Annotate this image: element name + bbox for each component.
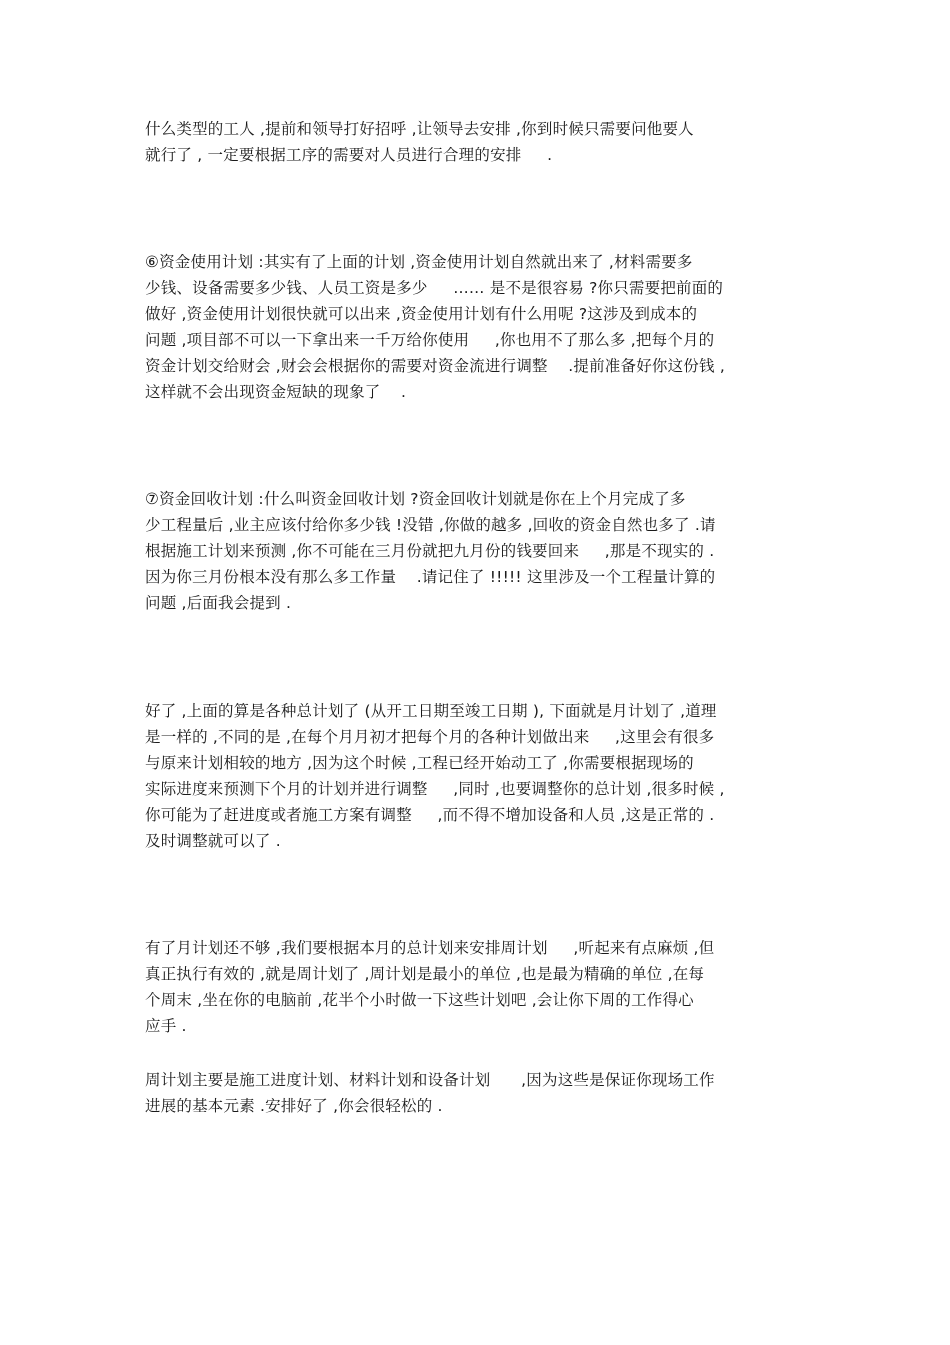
text-line: 根据施工计划来预测 ,你不可能在三月份就把九月份的钱要回来 ,那是不现实的 . — [145, 542, 715, 560]
text-line: 做好 ,资金使用计划很快就可以出来 ,资金使用计划有什么用呢 ?这涉及到成本的 — [145, 305, 698, 323]
paragraph-weekly-plan-contents — [145, 1067, 825, 1119]
text-line: ⑦资金回收计划 :什么叫资金回收计划 ?资金回收计划就是你在上个月完成了多 — [145, 490, 686, 508]
text-line: ⑥资金使用计划 :其实有了上面的计划 ,资金使用计划自然就出来了 ,材料需要多 — [145, 253, 693, 271]
text-line: 有了月计划还不够 ,我们要根据本月的总计划来安排周计划 ,听起来有点麻烦 ,但 — [145, 939, 715, 957]
text-line: 与原来计划相较的地方 ,因为这个时候 ,工程已经开始动工了 ,你需要根据现场的 — [145, 754, 694, 772]
paragraph-fund-recovery-plan — [145, 486, 825, 616]
text-line: 这样就不会出现资金短缺的现象了 . — [145, 383, 407, 401]
paragraph-fund-usage-plan — [145, 249, 825, 405]
paragraph-workers — [145, 116, 825, 168]
paragraph-weekly-plan — [145, 935, 825, 1039]
text-line: 资金计划交给财会 ,财会会根据你的需要对资金流进行调整 .提前准备好你这份钱 , — [145, 357, 725, 375]
text-line: 实际进度来预测下个月的计划并进行调整 ,同时 ,也要调整你的总计划 ,很多时候 , — [145, 780, 725, 798]
text-line: 你可能为了赶进度或者施工方案有调整 ,而不得不增加设备和人员 ,这是正常的 . — [145, 806, 715, 824]
text-line: 个周末 ,坐在你的电脑前 ,花半个小时做一下这些计划吧 ,会让你下周的工作得心 — [145, 991, 694, 1009]
text-line: 周计划主要是施工进度计划、材料计划和设备计划 ,因为这些是保证你现场工作 — [145, 1071, 715, 1089]
text-line: 应手 . — [145, 1017, 187, 1035]
text-line: 进展的基本元素 .安排好了 ,你会很轻松的 . — [145, 1097, 443, 1115]
text-line: 问题 ,后面我会提到 . — [145, 594, 292, 612]
text-line: 少工程量后 ,业主应该付给你多少钱 !没错 ,你做的越多 ,回收的资金自然也多了 .请 — [145, 516, 716, 534]
text-line: 问题 ,项目部不可以一下拿出来一千万给你使用 ,你也用不了那么多 ,把每个月的 — [145, 331, 715, 349]
text-line: 因为你三月份根本没有那么多工作量 .请记住了 !!!!! 这里涉及一个工程量计算的 — [145, 568, 716, 586]
text-line: 真正执行有效的 ,就是周计划了 ,周计划是最小的单位 ,也是最为精确的单位 ,在每 — [145, 965, 705, 983]
text-line: 及时调整就可以了 . — [145, 832, 281, 850]
text-line: 是一样的 ,不同的是 ,在每个月月初才把每个月的各种计划做出来 ,这里会有很多 — [145, 728, 715, 746]
text-line: 什么类型的工人 ,提前和领导打好招呼 ,让领导去安排 ,你到时候只需要问他要人 — [145, 120, 694, 138]
paragraph-monthly-plan — [145, 698, 825, 854]
text-line: 少钱、设备需要多少钱、人员工资是多少 …… 是不是很容易 ?你只需要把前面的 — [145, 279, 724, 297]
text-line: 好了 ,上面的算是各种总计划了 (从开工日期至竣工日期 ), 下面就是月计划了 ,道理 — [145, 702, 717, 720]
text-line: 就行了 , 一定要根据工序的需要对人员进行合理的安排 . — [145, 146, 553, 164]
